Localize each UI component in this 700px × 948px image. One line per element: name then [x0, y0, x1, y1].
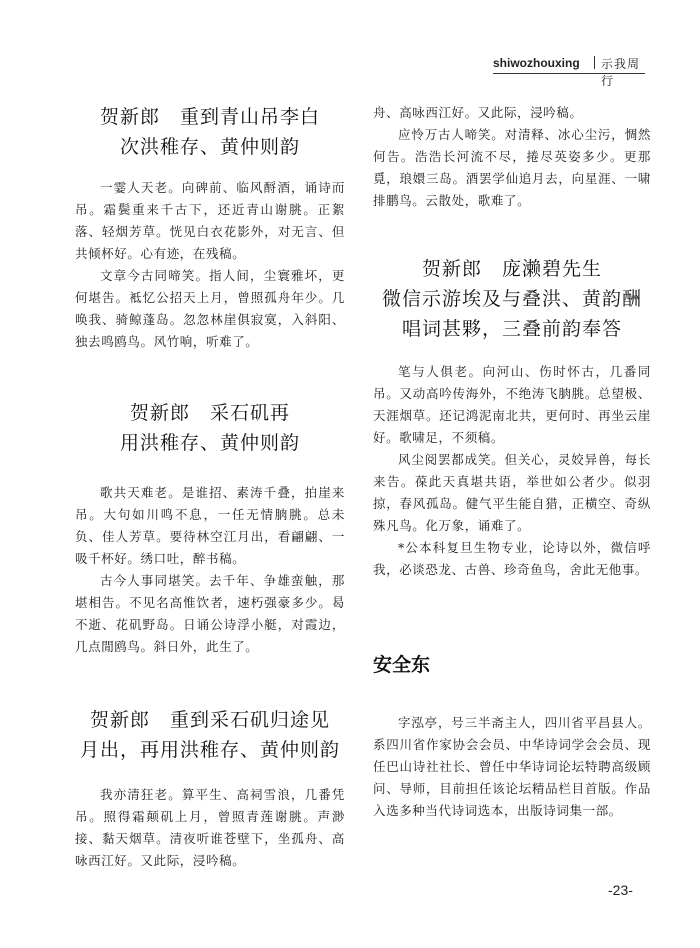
author-bio — [373, 712, 651, 822]
poem-body-continued — [373, 102, 651, 124]
poem-title — [373, 254, 651, 344]
poem-stanza: 一霎人天老。向碑前、临风酹酒，诵诗而吊。霜鬓重来千古下，还近青山谢朓。正絮落、轻烟芳草。恍见白衣花影外，对无言、但共倾杯好。心有迹，在残稿。 — [75, 180, 345, 261]
poem-title-line: 月出，再用洪稚存、黄仲则韵 — [79, 739, 340, 761]
poem-title-line: 贺新郎 庞濑碧先生 — [421, 258, 602, 280]
author-name — [373, 650, 651, 677]
poem-title — [75, 705, 345, 765]
author-bio-text: 字泓亭，号三半斋主人，四川省平昌县人。系四川省作家协会会员、中华诗词学会会员、现任巴山诗社社长、曾任中华诗词论坛特聘高级顾问、导师，目前担任该论坛精品栏目首版。作品入选多种当代诗词选本，出版诗词集一部。 — [373, 715, 651, 818]
poem-title-line: 贺新郎 重到青山吊李白 — [99, 106, 320, 128]
author-name-text: 安全东 — [373, 654, 431, 676]
poem-stanza: 古今人事同堪笑。去千年、争雄蛮触，那堪相告。不见名高惟饮者，速朽强豪多少。曷不逝、花矶野岛。日诵公诗浮小艇，对霞边，几点閒鸥鸟。斜日外，此生了。 — [75, 573, 345, 654]
running-header — [493, 54, 645, 88]
poem-title-line: 用洪稚存、黄仲则韵 — [119, 432, 300, 454]
poem-stanza: 风尘阅罢都成笑。但关心，灵姣异兽，每长来告。葆此天真堪共语，举世如公者少。似羽掠，春风孤岛。健气平生能自猎，正横空、奇纵殊凡鸟。化万象，诵难了。 — [373, 452, 651, 533]
poem-body — [373, 361, 651, 581]
poem-stanza: 歌共天难老。是谁招、素涛千叠，拍崖来吊。大句如川鸣不息，一任无情朒朓。总未负、佳人芳草。要待林空江月出，看翩翩、一吸千杯好。绣口吐，醉书稿。 — [75, 485, 345, 566]
header-rule — [493, 73, 645, 74]
poem-body — [75, 784, 345, 872]
poem-title-line: 次洪稚存、黄仲则韵 — [119, 136, 300, 158]
poem-body — [75, 177, 345, 353]
poem-footnote: *公本科复旦生物专业，论诗以外，微信呼我，必谈恐龙、古兽、珍奇鱼鸟，舍此无他事。 — [373, 540, 651, 577]
poem-title-line: 贺新郎 采石矶再 — [129, 402, 290, 424]
poem-stanza: 我亦清狂老。算平生、高祠雪浪，几番凭吊。照得霜颠矶上月，曾照青莲谢朓。声渺接、黏天烟草。清夜听谁苍壁下，坐孤舟、高咏西江好。又此际，浸吟稿。 — [75, 787, 345, 868]
poem-stanza: 文章今古同啼笑。指人间，尘寰雅坏，更何堪吿。袛忆公招天上月，曾照孤舟年少。几唤我、骑鲸蓬岛。忽忽林崖俱寂寞，入斜阳、独去鸣鸥鸟。风竹响，听难了。 — [75, 268, 345, 349]
poem-stanza: 应怜万古人啼笑。对清释、冰心尘污，惆然何告。浩浩长河流不尽，捲尽英姿多少。更那覓，琅嬛三岛。酒罢学仙追月去，向星涯、一啸排鹏鸟。云散处，歌难了。 — [373, 127, 651, 208]
poem-stanza: 笔与人俱老。向河山、伤时怀古，几番同吊。又动高吟传海外，不绝涛飞朒朓。总望极、天涯烟草。还记鸿泥南北共，更何时、再坐云崖好。歌啸足，不须稿。 — [373, 364, 651, 445]
poem-title-line: 微信示游埃及与叠洪、黄韵酬 — [381, 288, 642, 310]
poem-title — [75, 102, 345, 162]
header-separator — [594, 56, 595, 69]
poem-stanza-continued: 舟、高咏西江好。又此际，浸吟稿。 — [373, 105, 583, 120]
page-number: -23- — [608, 882, 633, 898]
journal-name-cn: 示我周行 — [601, 57, 641, 88]
poem-title-line: 贺新郎 重到采石矶归途见 — [89, 709, 330, 731]
poem-title — [75, 398, 345, 458]
poem-body — [373, 124, 651, 212]
poem-title-line: 唱词甚夥，三叠前韵奉答 — [401, 318, 622, 340]
poem-body — [75, 482, 345, 658]
journal-name: shiwozhouxing — [493, 56, 580, 70]
